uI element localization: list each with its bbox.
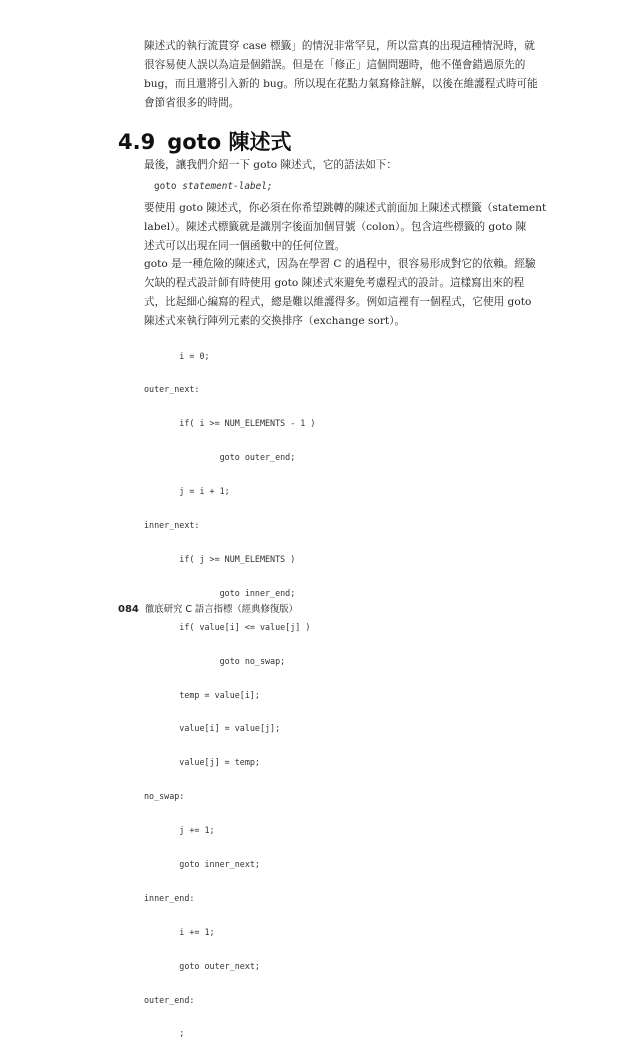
code-line: if( i >= NUM_ELEMENTS - 1 ) bbox=[144, 418, 316, 429]
section-title: goto 陳述式 bbox=[167, 130, 292, 154]
text-line: 欠缺的程式設計師有時使用 goto 陳述式來避免考慮程式的設計。這樣寫出來的程 bbox=[144, 277, 525, 289]
code-line: outer_next: bbox=[144, 384, 200, 395]
code-line: inner_next: bbox=[144, 520, 200, 531]
page-footer bbox=[118, 601, 298, 615]
text-line: 最後，讓我們介紹一下 goto 陳述式，它的語法如下： bbox=[144, 159, 397, 171]
text-line: 陳述式來執行陣列元素的交換排序（exchange sort）。 bbox=[144, 315, 406, 327]
page-number: 084 bbox=[118, 604, 139, 615]
danger-paragraph bbox=[144, 255, 536, 331]
syntax-keyword: goto bbox=[154, 181, 183, 192]
section-number: 4.9 bbox=[118, 130, 156, 154]
text-line: 要使用 goto 陳述式，你必須在你希望跳轉的陳述式前面加上陳述式標籤（statement bbox=[144, 202, 547, 214]
text-line: bug，而且還將引入新的 bug。所以現在花點力氣寫條註解，以後在維護程式時可能 bbox=[144, 78, 538, 90]
code-line: goto outer_end; bbox=[144, 452, 296, 463]
code-line: goto inner_end; bbox=[144, 587, 296, 598]
text-line: goto 是一種危險的陳述式，因為在學習 C 的過程中，很容易形成對它的依賴。經驗 bbox=[144, 258, 536, 270]
text-line: 式，比起細心編寫的程式，總是難以維護得多。例如這裡有一個程式，它使用 goto bbox=[144, 296, 532, 308]
code-line: goto inner_next; bbox=[144, 858, 260, 869]
code-line: i = 0; bbox=[144, 350, 210, 361]
book-title: 徹底研究 C 語言指標（經典修復版） bbox=[144, 604, 299, 615]
code-line: j += 1; bbox=[144, 825, 215, 836]
label-paragraph bbox=[144, 199, 547, 256]
text-line: 會節省很多的時間。 bbox=[144, 97, 240, 109]
text-line: 述式可以出現在同一個函數中的任何位置。 bbox=[144, 240, 346, 252]
syntax-argument: statement-label; bbox=[182, 181, 273, 192]
text-line: label）。陳述式標籤就是識別字後面加個冒號（colon）。包含這些標籤的 goto 陳 bbox=[144, 221, 527, 233]
text-line: 很容易使人誤以為這是個錯誤。但是在「修正」這個問題時，他不僅會錯過原先的 bbox=[144, 59, 526, 71]
code-line: if( j >= NUM_ELEMENTS ) bbox=[144, 553, 296, 564]
code-line: inner_end: bbox=[144, 892, 195, 903]
code-line: value[i] = value[j]; bbox=[144, 723, 281, 734]
section-heading bbox=[118, 128, 291, 156]
code-line: ; bbox=[144, 1028, 185, 1039]
code-listing bbox=[144, 328, 516, 1062]
code-line: outer_end: bbox=[144, 994, 195, 1005]
code-line: j = i + 1; bbox=[144, 486, 230, 497]
code-line: value[j] = temp; bbox=[144, 757, 260, 768]
intro-paragraph bbox=[144, 37, 538, 113]
code-line: goto no_swap; bbox=[144, 655, 286, 666]
code-line: if( value[i] <= value[j] ) bbox=[144, 621, 311, 632]
syntax-line bbox=[154, 181, 273, 192]
code-line: goto outer_next; bbox=[144, 960, 260, 971]
code-line: temp = value[i]; bbox=[144, 689, 260, 700]
text-line: 陳述式的執行流貫穿 case 標籤」的情況非常罕見，所以當真的出現這種情況時，就 bbox=[144, 40, 535, 52]
syntax-intro-paragraph bbox=[144, 156, 516, 175]
code-line: no_swap: bbox=[144, 791, 185, 802]
code-line: i += 1; bbox=[144, 926, 215, 937]
